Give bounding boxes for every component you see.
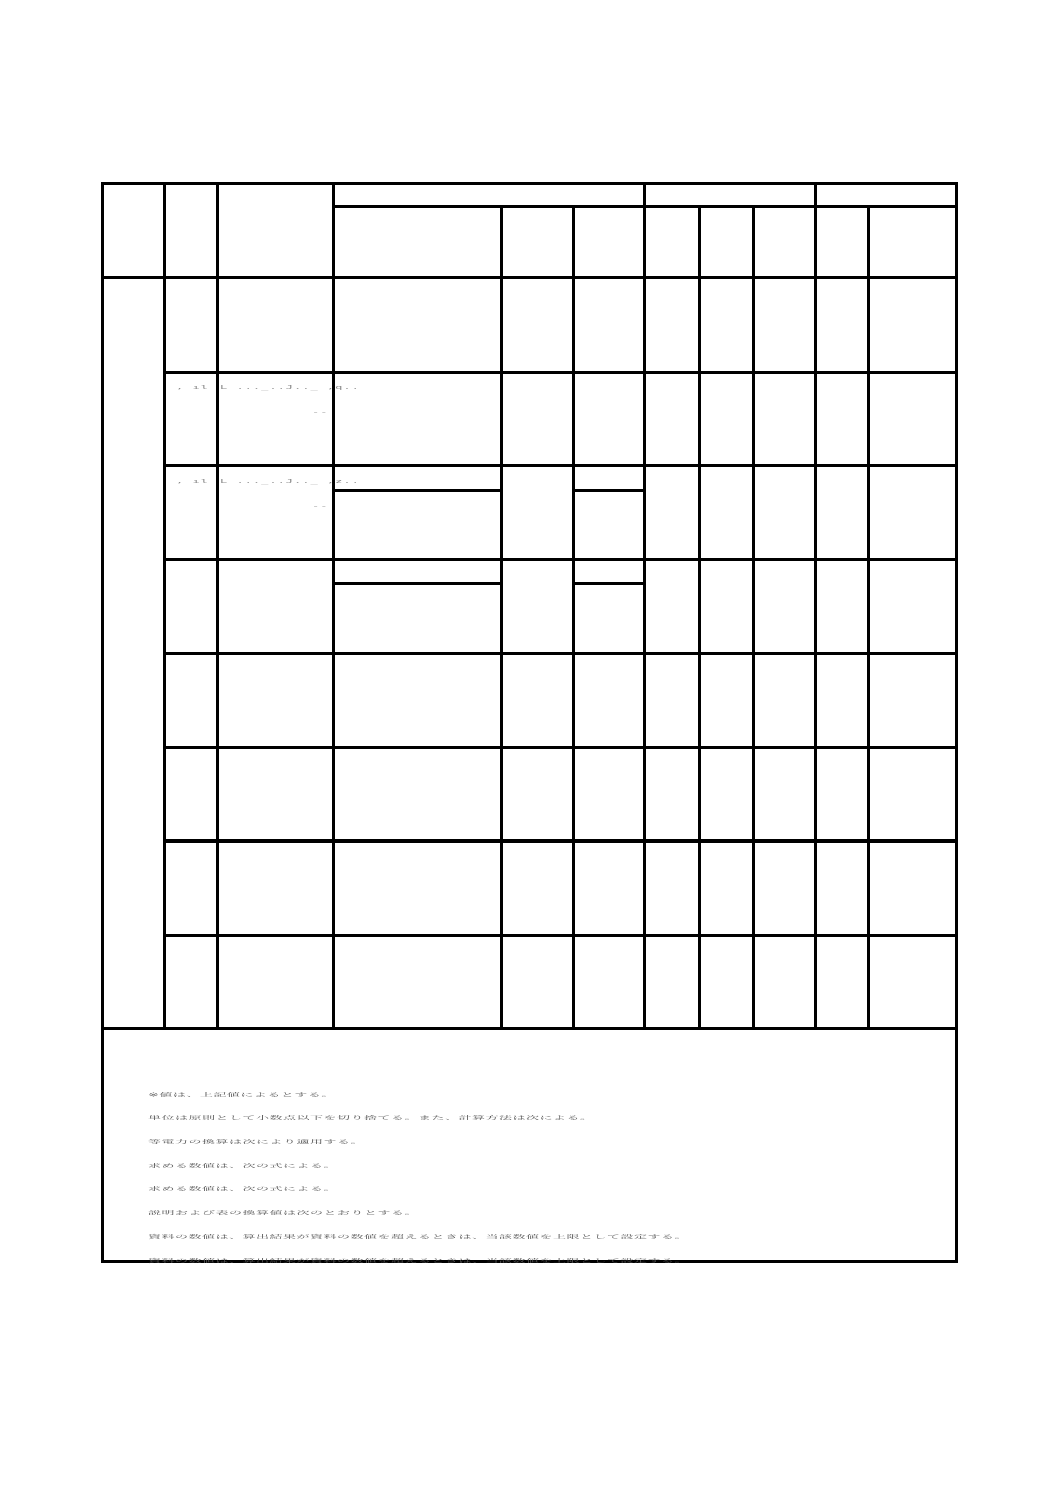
subcol-divider-a2 — [572, 206, 575, 1029]
subcol-divider-a1 — [500, 206, 503, 1029]
row3-item: L ..._..J.._ ,z.. — [220, 478, 360, 485]
row-rule-7 — [164, 934, 957, 937]
row4-split-a — [333, 582, 501, 585]
row-rule-5 — [164, 746, 957, 749]
row2-item-cont: -- — [312, 409, 329, 416]
row-rule-2 — [164, 464, 957, 467]
group-divider-c — [814, 182, 817, 1029]
note-6: 説明および表の換算値は次のとおりとする。 — [148, 1210, 419, 1216]
row2-number: , ıl — [176, 384, 209, 391]
header-divider-col1 — [163, 182, 166, 1029]
note-3: 等電力の換算は次により適用する。 — [148, 1139, 365, 1145]
header-bottom-rule — [102, 276, 958, 279]
row4-split-b — [573, 582, 644, 585]
subcol-divider-c1 — [867, 206, 870, 1029]
subcol-divider-b1 — [698, 206, 701, 1029]
note-7: 資料の数値は、算出結果が資料の数値を超えるときは、当該数値を上限として設定する。 — [148, 1234, 689, 1240]
note-5: 求める数値は、次の式による。 — [148, 1186, 338, 1192]
row3-split-a — [333, 489, 501, 492]
row3-number: , ıl — [176, 478, 209, 485]
header-divider-col3 — [332, 182, 335, 1029]
row-rule-4 — [164, 652, 957, 655]
table-border-left — [101, 182, 104, 1263]
table-border-right — [955, 182, 958, 1263]
row-rule-6 — [164, 839, 957, 843]
table-border-top — [102, 182, 958, 185]
row3-split-b — [573, 489, 644, 492]
row-rule-3 — [164, 558, 957, 561]
subcol-divider-b2 — [752, 206, 755, 1029]
row-rule-1 — [164, 371, 957, 374]
note-1: ※値は、上記値によるとする。 — [148, 1092, 335, 1098]
row3-item-cont: -- — [312, 503, 329, 510]
row2-item: L ..._..J.._ ,q.. — [220, 384, 360, 391]
header-divider-col2 — [216, 182, 219, 1029]
note-8: 資料の数値は、算出結果が資料の数値を超えるときは、当該数値を上限として設定する。 — [148, 1258, 689, 1264]
group-divider-b — [643, 182, 646, 1029]
note-4: 求める数値は、次の式による。 — [148, 1163, 338, 1169]
table-body-bottom — [102, 1027, 958, 1030]
note-2: 単位は原則として小数点以下を切り捨てる。また、計算方法は次による。 — [148, 1115, 594, 1121]
